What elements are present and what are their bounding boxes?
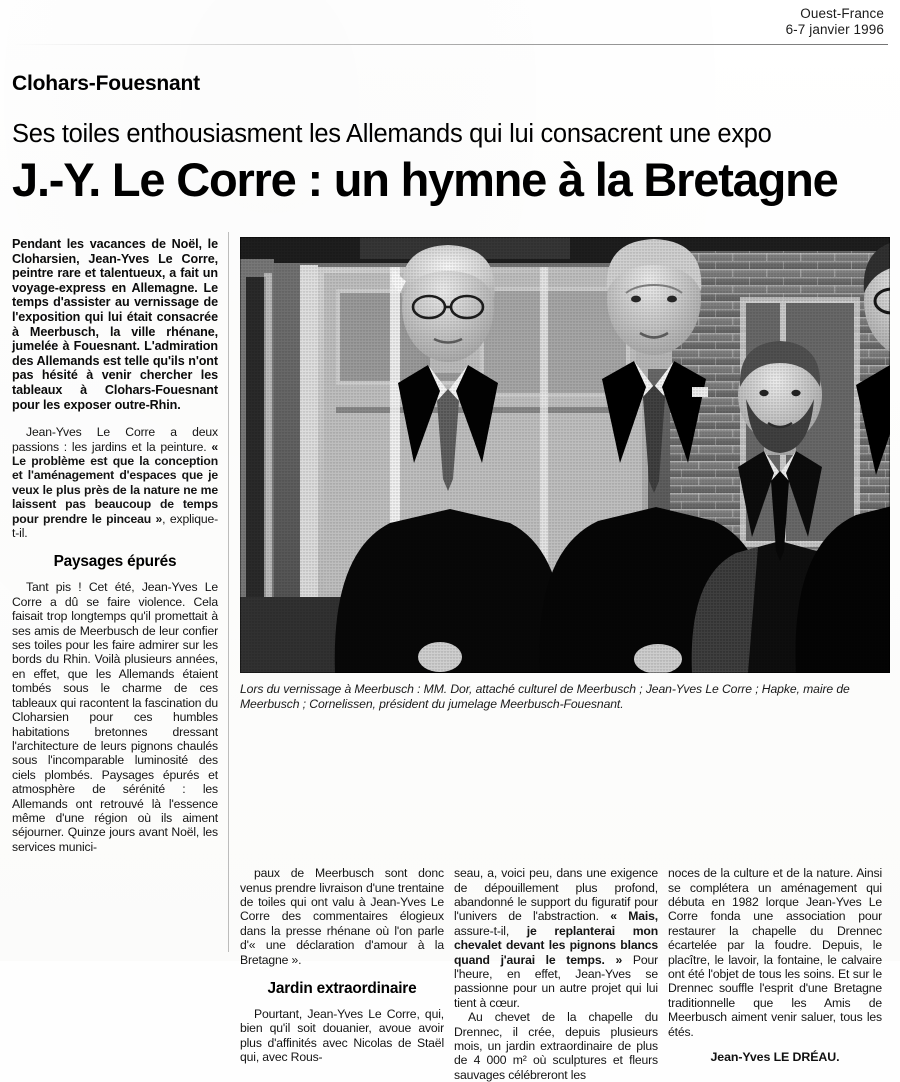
section-kicker: Clohars-Fouesnant <box>12 71 200 95</box>
intro-plain-before: Jean-Yves Le Corre a deux passions : les jardins et la peinture. <box>12 425 218 454</box>
press-photo <box>240 237 890 673</box>
lower-section <box>240 866 888 1082</box>
paragraph-a2: Pourtant, Jean-Yves Le Corre, qui, bien qu'il soit douanier, avoue avoir plus d'affinités avec Nicolas de Staël qui, avec Rous- <box>240 1007 444 1065</box>
publication-name: Ouest-France <box>800 6 884 21</box>
masthead <box>12 0 888 38</box>
paragraph-a1: paux de Meerbusch sont donc venus prendre livraison d'une trentaine de toiles qui ont valu à Jean-Yves Le Corre des commentaires élogieux dans la presse rhénane où l'on parle d'« une déclaration d'amour à la Bretagne ». <box>240 866 444 967</box>
column-left <box>12 237 228 854</box>
subheadline: Ses toiles enthousiasment les Allemands qui lui consacrent une expo <box>12 119 772 148</box>
column-divider <box>228 232 229 952</box>
b1-tail: Pour l'heure, en effet, Jean-Yves se passionne pour un autre projet qui lui tient à cœur. <box>454 952 658 1010</box>
masthead-rule <box>12 44 888 45</box>
paragraph-b1 <box>454 866 658 1010</box>
issue-date: 6-7 janvier 1996 <box>785 21 884 37</box>
intro-paragraph <box>12 425 218 540</box>
section-heading-paysages: Paysages épurés <box>53 553 177 571</box>
b1-plain: seau, a, voici peu, dans une exigence de dépouillement plus profond, abandonné le support du figuratif pour l'univers de l'abstraction. <box>454 866 658 924</box>
paragraph-paysages: Tant pis ! Cet été, Jean-Yves Le Corre a dû se faire violence. Cela faisait trop longtemps qu'il promettait à ses amis de Meerbusch de leur confier ses toiles pour les faire admirer sur les bords du Rhin. Voilà plusieurs années, en effet, que les Allemands étaient tombés sous le charme de ces tableaux qui racontent la fascination du Cloharsien pour ces humbles habitations bretonnes dressant l'architecture de leurs pignons chaulés sous l'incomparable luminosité des ciels plombés. Paysages épurés et atmosphère de sérénité : les Allemands ont retrouvé là l'essence même d'une région où ils aiment séjourner. Quinze jours avant Noël, les services munici- <box>12 580 218 854</box>
page-title: J.-Y. Le Corre : un hymne à la Bretagne <box>12 152 838 206</box>
upper-section <box>12 237 888 854</box>
photo-area <box>228 237 890 712</box>
intro-plain-after: , explique-t-il. <box>12 511 218 541</box>
section-heading-jardin: Jardin extraordinaire <box>267 980 417 998</box>
b1-bold-b: je replanterai mon chevalet devant les pignons blancs quand j'aurai le temps. » <box>454 923 659 967</box>
column-a <box>240 866 454 1082</box>
b1-bold-a: « Mais, <box>610 909 658 924</box>
photo-caption: Lors du vernissage à Meerbusch : MM. Dor, attaché culturel de Meerbusch ; Jean-Yves Le Corre ; Hapke, maire de Meerbusch ; Cornelissen, président du jumelage Meerbusch-Fouesnant. <box>240 682 850 712</box>
byline-signature: Jean-Yves LE DRÉAU. <box>710 1050 840 1065</box>
paragraph-b2: Au chevet de la chapelle du Drennec, il crée, depuis plusieurs mois, un jardin extraordinaire de plus de 4 000 m² où sculptures et fleurs sauvages célébreront les <box>454 1010 658 1082</box>
paragraph-c1: noces de la culture et de la nature. Ainsi se complétera un aménagement qui débuta en 1982 lorque Jean-Yves Le Corre fonda une association pour restaurer la chapelle du Drennec écartelée par la foudre. Depuis, le placître, le lavoir, la fontaine, le calvaire ont été l'objet de tous les soins. Et sur le Drennec souffle l'esprit d'une Bretagne traditionnelle que les Amis de Meerbusch aiment venir saluer, tous les étés. <box>668 866 882 1039</box>
intro-quote: « Le problème est que la conception et l'aménagement d'espaces que je veux le plus près de la nature ne me laissent pas beaucoup de temps pour prendre le pinceau » <box>12 439 218 526</box>
column-c <box>668 866 882 1082</box>
column-b <box>454 866 668 1082</box>
b1-mid: assure-t-il, <box>454 923 527 938</box>
lead-paragraph: Pendant les vacances de Noël, le Cloharsien, Jean-Yves Le Corre, peintre rare et talentueux, a fait un voyage-express en Allemagne. Le temps d'assister au vernissage de l'exposition qui lui était consacrée à Meerbusch, la ville rhénane, jumelée à Fouesnant. L'admiration des Allemands est telle qu'ils n'ont pas hésité à venir chercher les tableaux à Clohars-Fouesnant pour les exposer outre-Rhin. <box>12 237 218 412</box>
